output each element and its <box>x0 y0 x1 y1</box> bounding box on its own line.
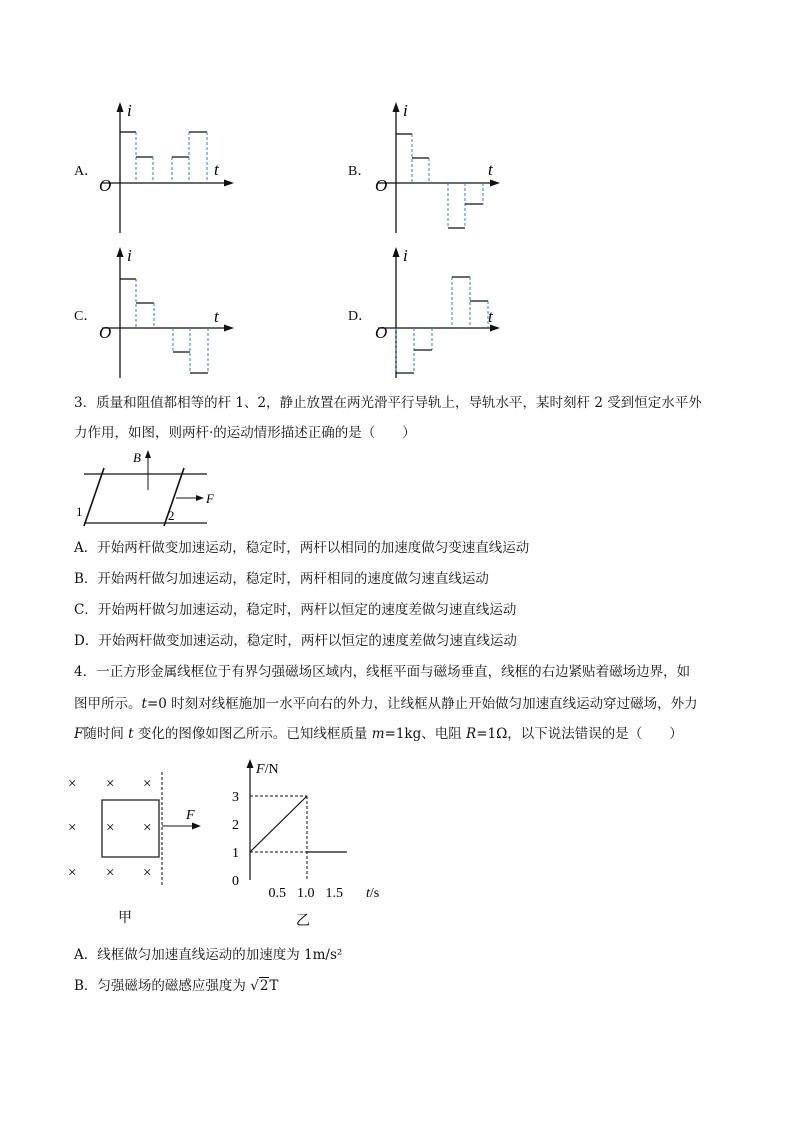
fig-yi-chart <box>224 756 394 932</box>
q3-stem-line1: 3．质量和阻值都相等的杆 1、2，静止放置在两光滑平行导轨上，导轨水平，某时刻杆 2 受到恒定水平外 <box>74 395 702 411</box>
y-axis-label: F/N <box>256 762 279 777</box>
option-b-graph <box>366 98 516 238</box>
q3-option-a: A．开始两杆做变加速运动，稳定时，两杆以相同的加速度做匀变速直线运动 <box>74 540 530 556</box>
rod2-label: 2 <box>168 508 175 523</box>
option-b-letter: B． <box>348 164 372 179</box>
origin-label: O <box>99 323 112 342</box>
rod1-label: 1 <box>76 504 83 519</box>
y-tick-label: 1 <box>232 846 239 861</box>
i-axis-label: i <box>127 246 132 265</box>
cross-mark: × <box>106 820 115 836</box>
fig-jia <box>64 768 224 928</box>
cross-mark: × <box>143 776 152 792</box>
sqrt-expression: √2 <box>250 978 269 994</box>
q4-stem-line2: 图甲所示。t=0 时刻对线框施加一水平向右的外力，让线框从静止开始做匀加速直线运动穿过磁场，外力 <box>74 696 698 712</box>
i-axis-label: i <box>127 101 132 120</box>
series-line <box>250 796 307 852</box>
y-tick-label: 3 <box>232 790 239 805</box>
cross-mark: × <box>68 776 77 792</box>
q3-stem-line2: 力作用，如图，则两杆·的运动情形描述正确的是（ ） <box>74 425 416 441</box>
q4-option-a: A．线框做匀加速直线运动的加速度为 1m/s² <box>74 947 343 963</box>
fig-jia-caption: 甲 <box>118 911 132 926</box>
t-axis-label: t <box>214 307 219 326</box>
q3-rails-figure <box>70 448 220 528</box>
y-axis-arrow <box>247 759 254 768</box>
x-tick-label: 0.5 <box>268 886 286 901</box>
i-axis-label: i <box>403 101 408 120</box>
cross-mark: × <box>106 776 115 792</box>
x-tick-label: 1.5 <box>325 886 343 901</box>
t-axis-label: t <box>488 160 493 179</box>
option-a-letter: A． <box>74 164 99 179</box>
option-d-letter: D． <box>348 309 373 324</box>
x-axis-label: t/s <box>366 886 380 901</box>
cross-mark: × <box>106 865 115 881</box>
cross-mark: × <box>143 865 152 881</box>
fig-yi-caption: 乙 <box>296 914 310 929</box>
q4-stem-line1: 4．一正方形金属线框位于有界匀强磁场区域内，线框平面与磁场垂直，线框的右边紧贴着磁场边界，如 <box>74 664 691 680</box>
q4-stem-line3: F随时间 t 变化的图像如图乙所示。已知线框质量 m=1kg、电阻 R=1Ω，以下说法错误的是（ ） <box>74 726 683 742</box>
q4-option-b: B．匀强磁场的磁感应强度为 √2T <box>74 978 279 994</box>
cross-mark: × <box>143 820 152 836</box>
q3-option-b: B．开始两杆做匀加速运动，稳定时，两杆相同的速度做匀速直线运动 <box>74 571 489 587</box>
y-tick-label: 0 <box>232 874 239 889</box>
option-c-letter: C． <box>74 309 98 324</box>
t-axis-label: t <box>214 160 219 179</box>
t-axis-label: t <box>488 307 493 326</box>
i-axis-label: i <box>403 246 408 265</box>
force-label: F <box>186 808 195 823</box>
x-tick-label: 1.0 <box>297 886 315 901</box>
origin-label: O <box>375 323 388 342</box>
origin-label: O <box>375 176 388 195</box>
origin-label: O <box>99 176 112 195</box>
force-label: F <box>206 491 214 506</box>
y-tick-label: 2 <box>232 818 239 833</box>
cross-mark: × <box>68 820 77 836</box>
cross-mark: × <box>68 865 77 881</box>
q3-option-d: D．开始两杆做变加速运动，稳定时，两杆以恒定的速度差做匀速直线运动 <box>74 633 517 649</box>
b-field-label: B <box>133 450 141 465</box>
option-d-graph <box>366 243 516 383</box>
q3-option-c: C．开始两杆做匀加速运动，稳定时，两杆以恒定的速度差做匀速直线运动 <box>74 602 517 618</box>
option-a-graph <box>90 98 240 238</box>
option-c-graph <box>90 243 240 383</box>
